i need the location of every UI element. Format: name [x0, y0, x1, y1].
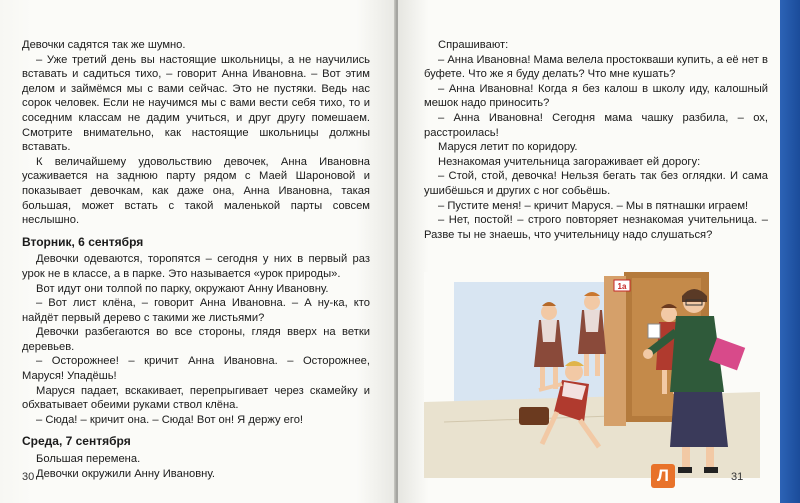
- paragraph: – Сюда! – кричит она. – Сюда! Вот он! Я держу его!: [36, 413, 304, 426]
- paragraph: – Стой, стой, девочка! Нельзя бегать так без оглядки. И сама ушибёшься и других с ног собьёшь.: [424, 170, 768, 197]
- book-cover-edge: [780, 0, 800, 503]
- paragraph: Маруся падает, вскакивает, перепрыгивает через скамейку и обхватывает обеими руками ствол клёна.: [22, 384, 370, 412]
- door-sign: 1а: [617, 282, 627, 291]
- school-bag: [519, 407, 549, 425]
- paragraph: Вот идут они толпой по парку, окружают Анну Ивановну.: [36, 282, 329, 295]
- left-page-text: [22, 38, 370, 481]
- section-heading-wednesday: Среда, 7 сентября: [22, 434, 131, 449]
- paragraph: – Анна Ивановна! Когда я без калош в школу иду, калошный мешок надо приносить?: [424, 82, 768, 110]
- paragraph: – Пустите меня! – кричит Маруся. – Мы в пятнашки играем!: [438, 199, 749, 212]
- paragraph: – Нет, постой! – строго повторяет незнакомая учительница. – Разве ты не знаешь, что учительницу надо слушаться?: [424, 214, 768, 241]
- section-heading-tuesday: Вторник, 6 сентября: [22, 234, 144, 249]
- page-number-right: 31: [731, 471, 744, 483]
- paragraph: – Вот лист клёна, – говорит Анна Ивановна. – А ну-ка, кто найдёт первый дерево с такими же листьями?: [22, 297, 370, 324]
- paragraph: Маруся летит по коридору.: [438, 141, 578, 154]
- paragraph: Незнакомая учительница загораживает ей дорогу:: [438, 155, 701, 168]
- paragraph: – Анна Ивановна! Мама велела простокваши купить, а её нет в буфете. Что же я буду делать? Что мне кушать?: [424, 53, 768, 81]
- paragraph: Девочки одеваются, торопятся – сегодня у них в первый раз урок не в классе, а в парке. Это называется «урок природы».: [22, 253, 370, 280]
- paragraph: – Анна Ивановна! Сегодня мама чашку разбила, – ох, расстроилась!: [424, 111, 768, 139]
- right-page: [398, 0, 780, 503]
- illustration-school-corridor: [424, 272, 760, 478]
- paragraph: – Осторожнее! – кричит Анна Ивановна. – Осторожнее, Маруся! Упадёшь!: [22, 355, 370, 383]
- left-page: [0, 0, 396, 503]
- page-number-left: 30: [22, 471, 35, 483]
- paragraph: К величайшему удовольствию девочек, Анна Ивановна усаживается на заднюю парту рядом с Маей Шароновой и показывает девочкам, как даже она, Анна Ивановна, такая большая, может встать с такой маленькой парты совсем неслышно.: [22, 155, 370, 227]
- publisher-logo: Л: [651, 464, 675, 488]
- right-page-text: [424, 38, 768, 242]
- paragraph: Девочки окружили Анну Ивановну.: [36, 467, 215, 480]
- paragraph: Спрашивают:: [438, 39, 509, 51]
- paragraph: – Уже третий день вы настоящие школьницы, а не научились вставать и садиться тихо, – говорит Анна Ивановна. – Вот этим делом и займёмся мы с вами сейчас. Это не пустяки. Ведь нас сорок человек. Если не научимся мы с вами вести себя тихо, то и соседним классам не дадим учиться, и друг другу помешаем. Смотрите внимательно, как настоящие школьницы должны вставать.: [22, 53, 370, 154]
- paragraph: Девочки разбегаются во все стороны, глядя вверх на ветки деревьев.: [22, 326, 370, 353]
- paragraph: Большая перемена.: [36, 453, 141, 466]
- paragraph: Девочки садятся так же шумно.: [22, 39, 186, 51]
